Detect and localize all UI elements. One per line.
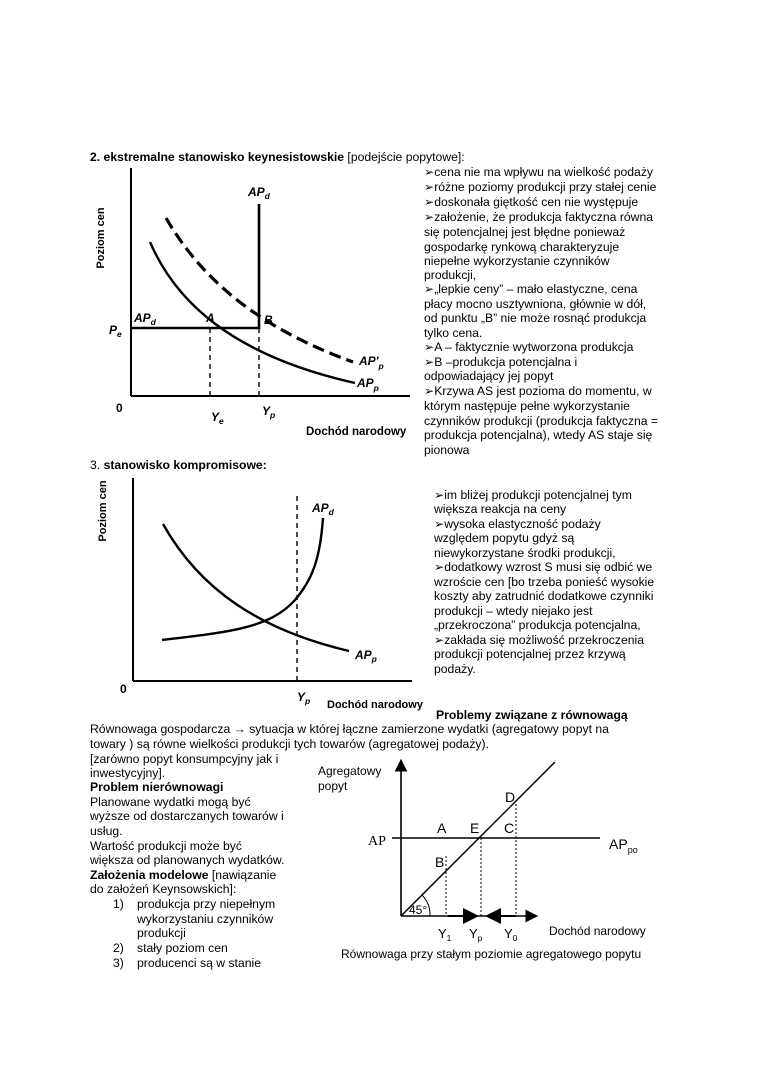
equilibrium-angle-label: 45° (409, 903, 428, 917)
keynesian-apd-top-label: $AP_d$ (248, 185, 270, 201)
equilibrium-point-d: D (505, 789, 516, 805)
model-item-line: wykorzystaniu czynników (137, 912, 274, 926)
equilibrium-point-e: E (470, 820, 480, 836)
s3-line: produkcji potencjalnej przez krzywą (434, 647, 626, 661)
keynesian-ap-prime-label: $AP'_p$ (359, 354, 384, 371)
s3-line: ➢zakłada się możliwość przekroczenia (434, 633, 645, 647)
s2-line: odpowiadający jej popyt (424, 369, 554, 383)
model-item-line: produkcja przy niepełnym (137, 897, 276, 911)
keynesian-yp-label: $Y_p$ (262, 404, 276, 420)
compromise-origin: 0 (120, 682, 127, 696)
s2-line: ➢doskonała giętkość cen nie występuje (424, 195, 639, 209)
model-item-num: 1) (113, 897, 124, 911)
s3-line: większa reakcja na ceny (434, 502, 567, 516)
model-line2: do założeń Keynsowskich]: (90, 882, 237, 896)
s2-line: ➢różne poziomy produkcji przy stałej cenie (424, 180, 657, 194)
s3-line: wzroście cen [bo trzeba ponieść wysokie (434, 575, 655, 589)
s2-line: ➢założenie, że produkcja faktyczna równa (424, 210, 654, 224)
equilibrium-y-label-1: Agregatowy (318, 764, 382, 778)
compromise-ap-label: $AP_p$ (355, 648, 377, 664)
section2-heading-rest: [podejście popytowe]: (344, 150, 465, 164)
compromise-yp-label: $Y_p$ (297, 690, 311, 706)
model-heading-rest: [nawiązanie (208, 868, 277, 882)
s3-line: niewykorzystane środki produkcji, (434, 546, 616, 560)
s2-line: niepełne wykorzystanie czynników (424, 254, 610, 268)
imbalance-line: usług. (90, 824, 123, 838)
model-item-line: producenci są w stanie (137, 956, 261, 970)
equilibrium-45-line (401, 762, 555, 916)
section3-heading-num: 3. (90, 458, 104, 472)
keynesian-point-b: B (264, 313, 273, 327)
equilibrium-y1-label: $Y_1$ (438, 926, 452, 943)
equilibrium-ap-right-label: $AP_{po}$ (609, 836, 638, 855)
model-item-line: stały poziom cen (137, 941, 228, 955)
equilibrium-yp-label: $Y_p$ (469, 926, 483, 943)
imbalance-line: Planowane wydatki mogą być (90, 795, 251, 809)
s3-line: produkcji – wtedy niejako jest (434, 604, 593, 618)
imbalance-line: wyższe od dostarczanych towarów i (90, 809, 284, 823)
imbalance-heading: Problem nierównowagi (90, 780, 224, 794)
s3-line: „przekroczona” produkcja potencjalna, (434, 618, 641, 632)
keynesian-apd-left-label: $AP_d$ (134, 311, 156, 327)
s2-line: ➢Krzywa AS jest pozioma do momentu, w (424, 384, 652, 398)
equilibrium-y0-label: $Y_0$ (504, 926, 518, 943)
equilibrium-caption: Równowaga przy stałym poziomie agregatowego popytu (341, 947, 642, 961)
section2-heading-bold: 2. ekstremalne stanowisko keynesistowskie (90, 150, 345, 164)
compromise-y-label: Poziom cen (97, 480, 109, 542)
s3-line: podaży. (434, 662, 476, 676)
s2-line: się potencjalnej jest błędne ponieważ (424, 225, 626, 239)
s2-line: produkcji, (424, 268, 477, 282)
problems-left-line: [zarówno popyt konsumpcyjny jak i (90, 752, 279, 766)
s3-line: ➢wysoka elastyczność podaży (434, 517, 601, 531)
s2-line: ➢B –produkcja potencjalna i (424, 355, 578, 369)
equilibrium-x-label: Dochód narodowy (549, 924, 646, 938)
keynesian-y-label: Poziom cen (95, 207, 107, 269)
s2-line: od punktu „B” nie może rosnąć produkcja (424, 311, 647, 325)
s2-line: płacy mocno usztywniona, głównie w dół, (424, 297, 647, 311)
keynesian-x-label: Dochód narodowy (306, 426, 407, 438)
model-item-num: 2) (113, 941, 124, 955)
s3-line: ➢im bliżej produkcji potencjalnej tym (434, 488, 632, 502)
s2-line: ➢A – faktycznie wytworzona produkcja (424, 340, 634, 354)
s2-line: ➢„lepkie ceny” – mało elastyczne, cena (424, 282, 638, 296)
model-item-line: produkcji (137, 926, 186, 940)
problems-para-line: towary ) są równe wielkości produkcji tych towarów (agregatowej podaży). (90, 737, 489, 751)
equilibrium-ap-left-label: AP (368, 834, 386, 849)
s2-line: którym następuje pełne wykorzystanie (424, 399, 630, 413)
compromise-x-label: Dochód narodowy (327, 699, 423, 711)
s3-line: względem popytu gdyż są (434, 531, 575, 545)
problems-left-line: inwestycyjny]. (90, 766, 166, 780)
equilibrium-y-label-2: popyt (318, 779, 348, 793)
s2-line: ➢cena nie ma wpływu na wielkość podaży (424, 165, 654, 179)
equilibrium-point-a: A (437, 820, 447, 836)
keynesian-pe-label: $P_e$ (109, 323, 122, 339)
compromise-apd-label: $AP_d$ (312, 501, 334, 517)
keynesian-point-a: A (206, 311, 215, 325)
s3-line: koszty aby zatrudnić dodatkowe czynniki (434, 589, 654, 603)
s2-line: pionowa (424, 443, 470, 457)
section3-heading-bold: stanowisko kompromisowe: (103, 458, 267, 472)
s2-line: gospodarkę rynkową charakteryzuje (424, 240, 620, 254)
problems-para-line: Równowaga gospodarcza → sytuacja w której łączne zamierzone wydatki (agregatowy popyt na (90, 722, 609, 736)
s2-line: tylko cena. (424, 326, 483, 340)
equilibrium-point-c: C (504, 820, 515, 836)
problems-heading: Problemy związane z równowagą (436, 708, 628, 722)
equilibrium-point-b: B (435, 854, 445, 870)
s3-line: ➢dodatkowy wzrost S musi się odbić we (434, 560, 653, 574)
imbalance-line: Wartość produkcji może być (90, 839, 242, 853)
keynesian-origin: 0 (116, 401, 123, 415)
keynesian-ye-label: $Y_e$ (211, 410, 224, 426)
imbalance-line: większa od planowanych wydatków. (90, 853, 285, 867)
s2-line: czynników produkcji (produkcja faktyczna = (424, 414, 659, 428)
keynesian-ap-label: $AP_p$ (357, 376, 379, 393)
model-item-num: 3) (113, 956, 124, 970)
s2-line: produkcja potencjalna), wtedy AS staje się (424, 428, 653, 442)
model-heading-bold: Założenia modelowe (90, 868, 209, 882)
